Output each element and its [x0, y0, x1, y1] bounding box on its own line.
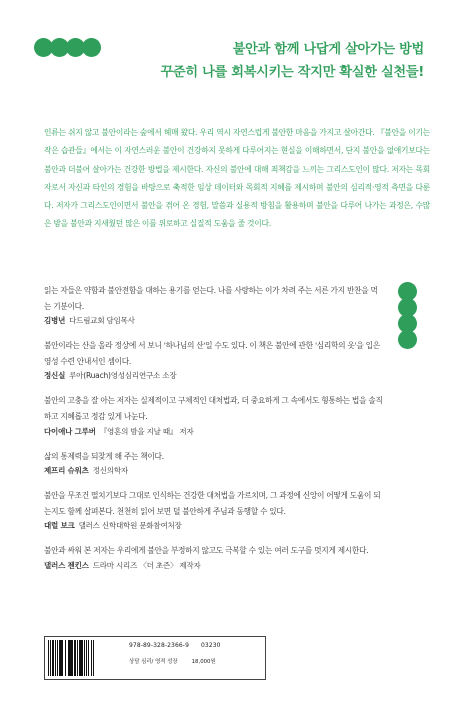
endorser-role: 드라마 시리즈 〈더 초즌〉 제작자 — [92, 560, 201, 570]
dot — [398, 330, 417, 349]
headline-line-2: 꾸준히 나를 회복시키는 작지만 확실한 실천들! — [160, 65, 424, 80]
category-line — [129, 657, 233, 665]
endorsement — [44, 283, 384, 328]
barcode-box — [44, 636, 266, 680]
endorsement — [44, 543, 384, 573]
headline-line-1: 불안과 함께 나답게 살아가는 방법 — [232, 42, 424, 57]
endorsement — [44, 449, 384, 479]
endorser-role: 다드림교회 담임목사 — [69, 316, 135, 326]
barcode-bars — [45, 637, 123, 679]
endorsement-text: 불안을 무조건 떨치기보다 그대로 인식하는 건강한 대처법을 가르치며, 그 과정에 신앙이 어떻게 도움이 되는지도 함께 살펴본다. 천천히 읽어 보면 덜 불안하게 주님과 동행할 수 있다. — [44, 491, 381, 516]
endorsement-source — [44, 425, 384, 439]
category: 상담 심리/ 영적 성장 — [129, 659, 178, 665]
endorsement-source — [44, 464, 384, 478]
endorsement-source — [44, 559, 384, 573]
endorsement-text: 삶의 통제력을 되찾게 해 주는 책이다. — [44, 451, 164, 461]
endorsement — [44, 488, 384, 533]
endorsement-source — [44, 369, 384, 383]
isbn-line — [129, 642, 233, 649]
endorsements-list — [44, 283, 384, 583]
intro-paragraph: 인류는 쉬지 않고 불안이라는 숲에서 헤매 왔다. 우리 역시 자연스럽게 불안한 마음을 가지고 살아간다. 『불안을 이기는 작은 습관들』에서는 이 자연스러운 불안이 건강하지 못하게 다루어지는 현실을 이해하면서, 단지 불안을 없애기보다는 불안과 더불어 살아가는 건강한 방법을 제시한다. 자신의 불안에 대해 죄책감을 느끼는 그리스도인이 많다. 저자는 목회자로서 자신과 타인의 경험을 바탕으로 축적한 임상 데이터와 목회적 지혜를 제시하며 불안의 심리적·영적 측면을 다룬다. 저자가 그리스도인이면서 불안을 겪어 온 경험, 말씀과 실용적 방침을 활용하며 불안을 다루어 나가는 과정은, 수많은 밤을 불안과 지새웠던 많은 이를 위로하고 실질적 도움을 줄 것이다. — [44, 128, 430, 229]
price: 18,000원 — [191, 659, 216, 665]
isbn: 978-89-328-2366-9 — [129, 642, 189, 649]
endorser-name: 댈러스 젠킨스 — [44, 560, 89, 570]
endorsement-text: 읽는 자들은 약함과 불안전함을 대하는 용기를 얻는다. 나를 사랑하는 이가 차려 주는 서른 가지 반찬을 먹는 기분이다. — [44, 286, 378, 311]
barcode-bar — [94, 640, 95, 676]
decorative-dots-right — [398, 282, 417, 346]
endorsement — [44, 393, 384, 438]
endorsement-source — [44, 519, 384, 533]
endorser-name: 정신실 — [44, 371, 66, 381]
endorsement-source — [44, 314, 384, 328]
endorser-role: 댈러스 신학대학원 문화참여처장 — [78, 521, 182, 531]
endorsement-text: 불안의 고충을 잘 아는 저자는 실제적이고 구체적인 대처법과, 더 중요하게 그 속에서도 형통하는 법을 솔직하고 지혜롭고 정감 있게 나눈다. — [44, 396, 383, 421]
endorsement — [44, 338, 384, 383]
endorser-role: 루아(Ruach)영성심리연구소 소장 — [69, 371, 177, 381]
isbn-addon: 03230 — [201, 642, 221, 649]
barcode-info — [123, 637, 233, 679]
dot — [82, 38, 101, 57]
endorser-name: 제프리 슈워츠 — [44, 466, 89, 476]
endorser-name: 김병년 — [44, 316, 66, 326]
endorsement-text: 불안과 싸워 본 저자는 우리에게 불안을 부정하지 않고도 극복할 수 있는 여러 도구를 멋지게 제시한다. — [44, 546, 369, 556]
endorser-role: 정신의학자 — [92, 466, 128, 476]
endorser-role: 『영혼의 밤을 지날 때』 저자 — [99, 426, 194, 436]
endorser-name: 다이애나 그루버 — [44, 426, 96, 436]
endorsement-text: 불안이라는 산을 올라 정상에 서 보니 '하나님의 산'일 수도 있다. 이 책은 불안에 관한 '심리학의 옷'을 입은 영성 수련 안내서인 셈이다. — [44, 341, 380, 366]
decorative-dots-top-left — [34, 38, 98, 57]
endorser-name: 대럴 보크 — [44, 521, 75, 531]
